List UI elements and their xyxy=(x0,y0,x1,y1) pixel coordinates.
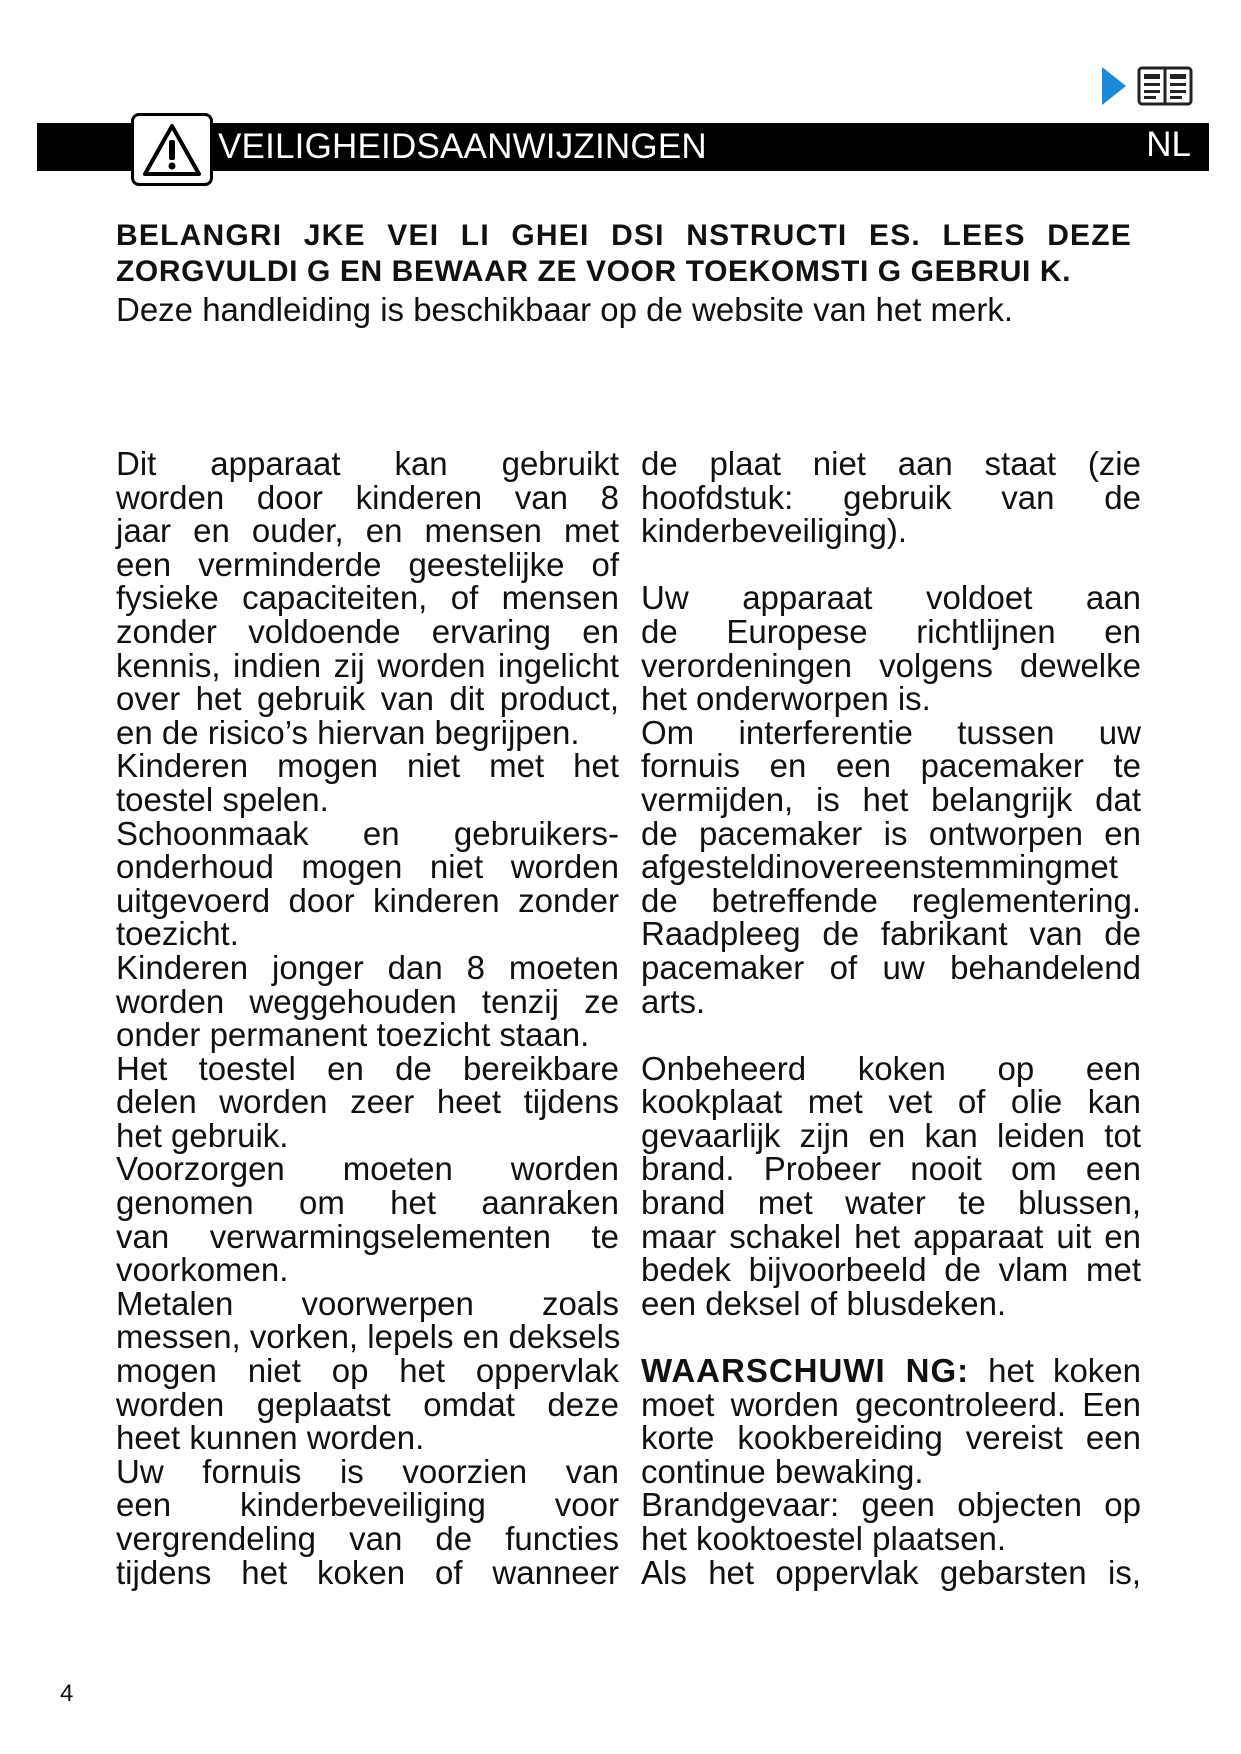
text-line: de Europese richtlijnen en xyxy=(641,612,1141,650)
text-line: heet kunnen worden. xyxy=(116,1419,425,1457)
text-line: worden door kinderen van 8 xyxy=(116,478,619,516)
text-line: hoofdstuk: gebruik van de xyxy=(641,478,1141,516)
text-line: gevaarlijk zijn en kan leiden tot xyxy=(641,1116,1141,1154)
text-line: Om interferentie tussen uw xyxy=(641,713,1141,751)
paragraph-gap xyxy=(641,1320,1141,1354)
text-line: toezicht. xyxy=(116,915,239,953)
text-line: kennis, indien zij worden ingelicht xyxy=(116,646,619,684)
text-line: Voorzorgen moeten worden xyxy=(116,1150,619,1188)
text-line: vergrendeling van de functies xyxy=(116,1520,619,1557)
text-line: maar schakel het apparaat uit en xyxy=(641,1217,1141,1255)
text-line: Raadpleeg de fabrikant van de xyxy=(641,915,1141,953)
text-line: onderhoud mogen niet worden xyxy=(116,848,619,886)
text-line: kinderbeveiliging). xyxy=(641,512,907,550)
intro-bold-line: BELANGRI JKE VEI LI GHEI DSI NSTRUCTI ES. LEES DEZE xyxy=(116,219,1132,252)
warning-label: WAARSCHUWI NG: xyxy=(641,1352,970,1390)
right-column xyxy=(641,447,1141,1589)
text-line: fornuis en een pacemaker te xyxy=(641,747,1141,785)
text-line: jaar en ouder, en mensen met xyxy=(116,512,619,550)
text-line: het onderworpen is. xyxy=(641,680,931,718)
text-line: korte kookbereiding vereist een xyxy=(641,1419,1141,1457)
language-code: NL xyxy=(1146,125,1191,164)
text-line: Schoonmaak en gebruikers- xyxy=(116,814,619,852)
text-line: zonder voldoende ervaring en xyxy=(116,612,619,650)
text-line: Als het oppervlak gebarsten is, xyxy=(641,1553,1141,1591)
paragraph-gap xyxy=(641,1018,1141,1052)
text-line: brand met water te blussen, xyxy=(641,1184,1141,1222)
play-arrow-icon[interactable] xyxy=(1102,67,1126,105)
text-line: Uw fornuis is voorzien van xyxy=(116,1452,619,1490)
text-line: een kinderbeveiliging voor xyxy=(116,1486,619,1524)
text-line: Het toestel en de bereikbare xyxy=(116,1049,619,1087)
text-line: tijdens het koken of wanneer xyxy=(116,1553,619,1591)
text-line: voorkomen. xyxy=(116,1251,289,1289)
text-line: worden weggehouden tenzij ze xyxy=(116,982,619,1020)
text-line: Dit apparaat kan gebruikt xyxy=(116,445,619,482)
text-line: moet worden gecontroleerd. Een xyxy=(641,1385,1141,1423)
text-line: toestel spelen. xyxy=(116,780,329,818)
text-line: kookplaat met vet of olie kan xyxy=(641,1083,1141,1121)
text-line: de pacemaker is ontworpen en xyxy=(641,814,1141,852)
text-line: het kooktoestel plaatsen. xyxy=(641,1520,1007,1557)
text-line: Uw apparaat voldoet aan xyxy=(641,579,1141,617)
text-line: delen worden zeer heet tijdens xyxy=(116,1083,619,1121)
section-title: VEILIGHEIDSAANWIJZINGEN xyxy=(218,127,707,166)
text-line: vermijden, is het belangrijk dat xyxy=(641,780,1141,818)
warning-line xyxy=(641,1354,1141,1388)
text-line: verordeningen volgens dewelke xyxy=(641,646,1141,684)
text-line: Metalen voorwerpen zoals xyxy=(116,1284,619,1322)
intro-block xyxy=(116,218,1132,330)
text-line: de plaat niet aan staat (zie xyxy=(641,445,1141,482)
text-line: een deksel of blusdeken. xyxy=(641,1284,1007,1322)
text-line: uitgevoerd door kinderen zonder xyxy=(116,881,619,919)
text-line: Kinderen jonger dan 8 moeten xyxy=(116,948,619,986)
text-line: een verminderde geestelijke of xyxy=(116,545,619,583)
text-line: arts. xyxy=(641,982,706,1020)
text-line: afgesteldinovereenstemmingmet xyxy=(641,848,1118,886)
warning-text: het koken xyxy=(988,1352,1141,1390)
text-line: Onbeheerd koken op een xyxy=(641,1049,1141,1087)
text-line: brand. Probeer nooit om een xyxy=(641,1150,1141,1188)
text-line: de betreffende reglementering. xyxy=(641,881,1141,919)
text-line: genomen om het aanraken xyxy=(116,1184,619,1222)
text-line: Brandgevaar: geen objecten op xyxy=(641,1486,1141,1524)
intro-plain-text: Deze handleiding is beschikbaar op de website van het merk. xyxy=(116,291,1014,328)
text-line: onder permanent toezicht staan. xyxy=(116,1016,590,1054)
manual-book-icon[interactable] xyxy=(1137,66,1193,106)
text-line: Kinderen mogen niet met het xyxy=(116,747,619,785)
left-column xyxy=(116,447,619,1589)
warning-triangle-icon xyxy=(141,122,203,178)
text-line: continue bewaking. xyxy=(641,1452,924,1490)
text-line: mogen niet op het oppervlak xyxy=(116,1352,619,1390)
page-number: 4 xyxy=(60,1680,74,1707)
text-line: over het gebruik van dit product, xyxy=(116,680,619,718)
text-line: messen, vorken, lepels en deksels xyxy=(116,1318,621,1356)
paragraph-gap xyxy=(641,548,1141,582)
text-line: bedek bijvoorbeeld de vlam met xyxy=(641,1251,1141,1289)
text-line: worden geplaatst omdat deze xyxy=(116,1385,619,1423)
text-line: fysieke capaciteiten, of mensen xyxy=(116,579,619,617)
intro-bold-line: ZORGVULDI G EN BEWAAR ZE VOOR TOEKOMSTI G GEBRUI K. xyxy=(116,255,1072,288)
text-line: pacemaker of uw behandelend xyxy=(641,948,1141,986)
text-line: van verwarmingselementen te xyxy=(116,1217,619,1255)
warning-box xyxy=(131,113,213,186)
text-line: en de risico’s hiervan begrijpen. xyxy=(116,713,580,751)
text-line: het gebruik. xyxy=(116,1116,289,1154)
